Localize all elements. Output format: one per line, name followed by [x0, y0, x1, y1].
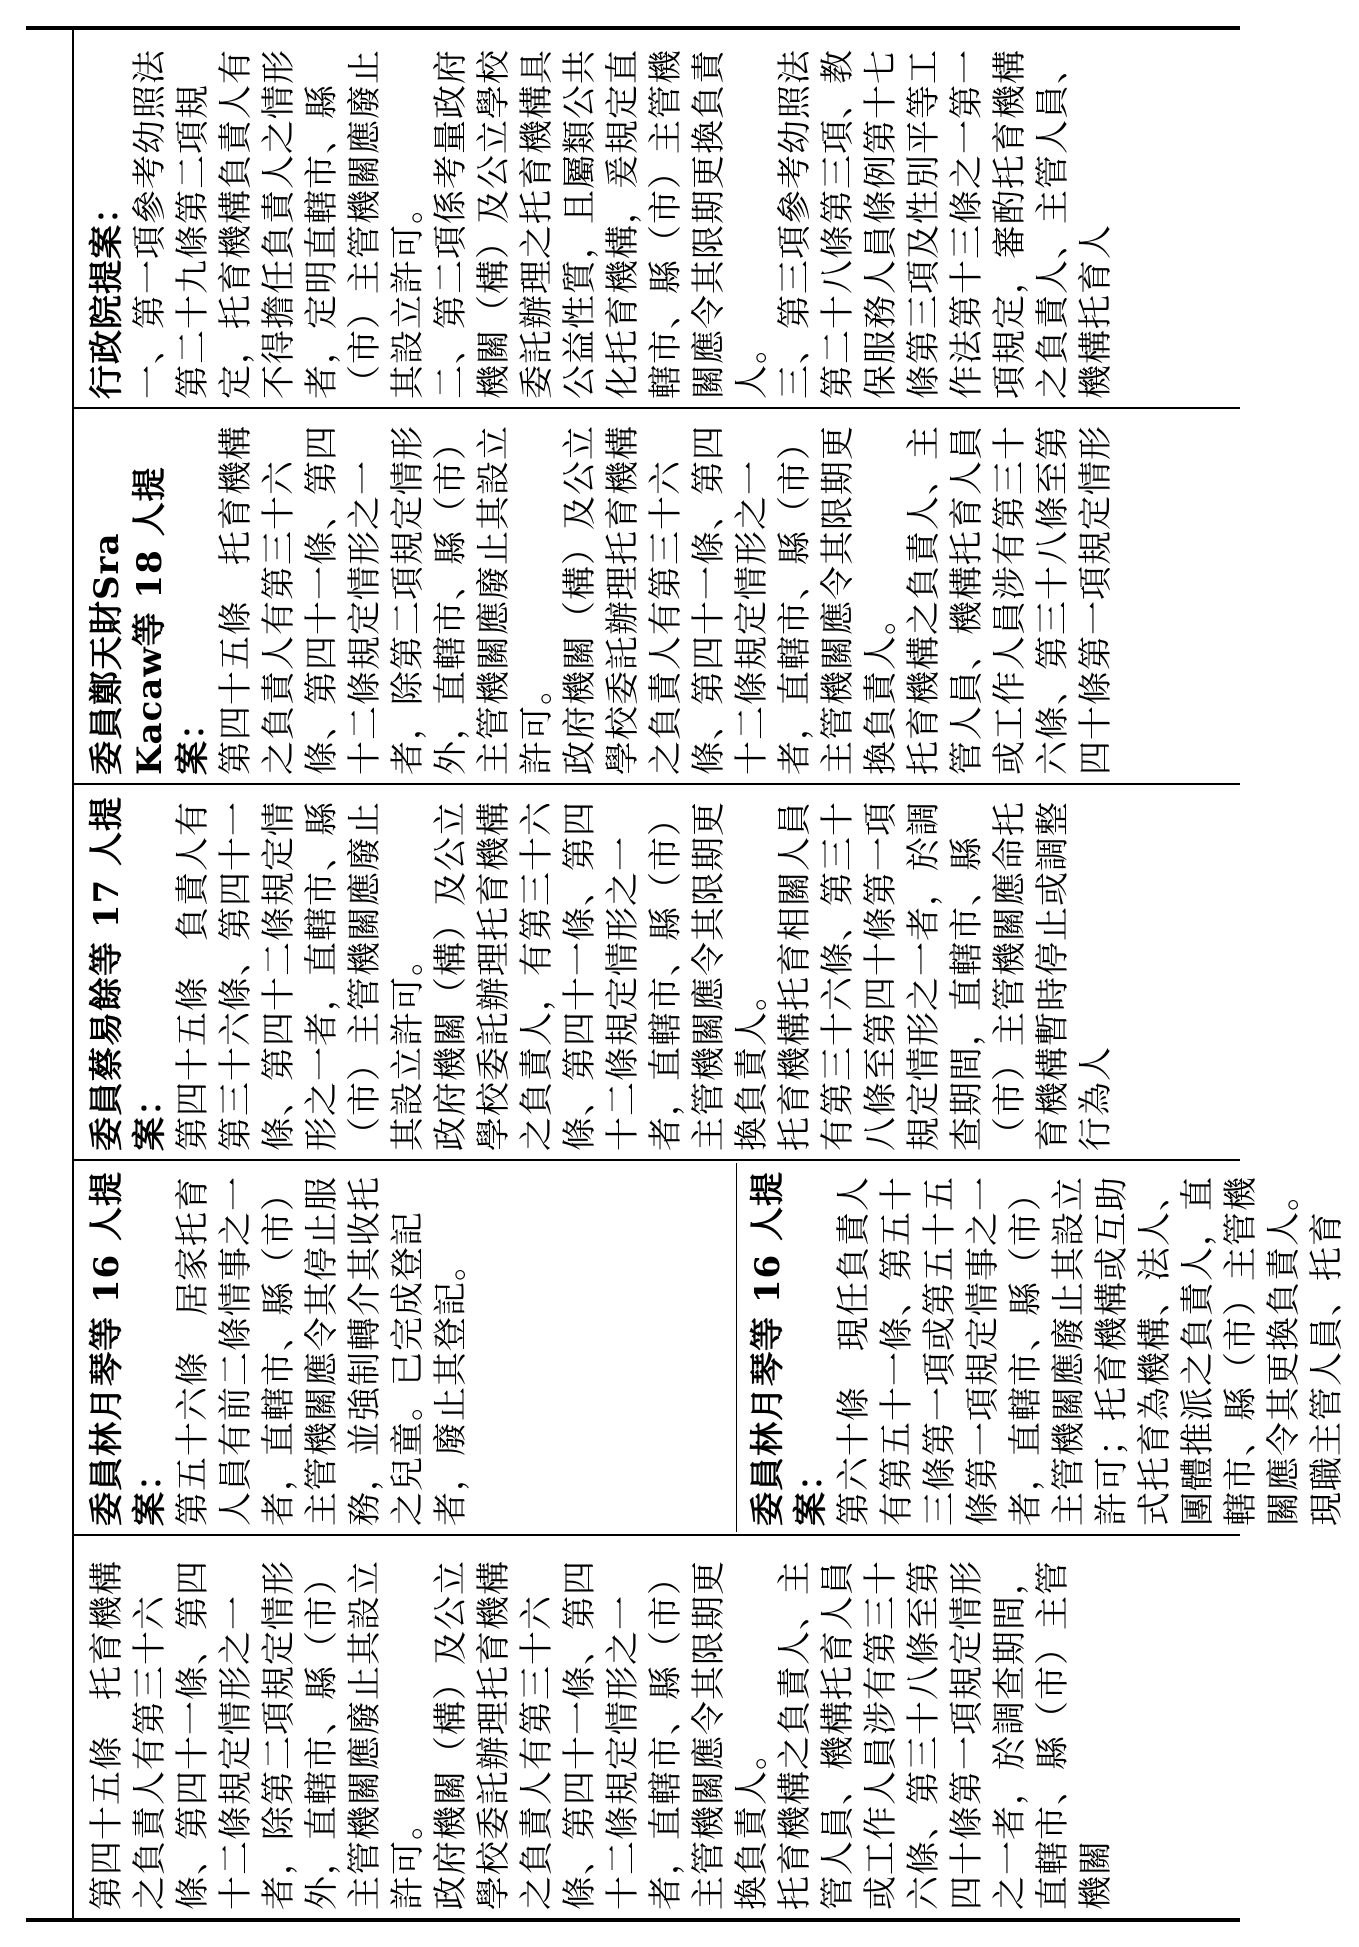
strip-1-rot — [76, 32, 1238, 405]
strip-4-rot — [76, 1163, 1347, 1532]
draft-p3: 托育機構之負責人、主管人員、機構托育人員或工作人員涉有第三十六條、第三十八條至第四十條第一項規定情形之一者，於調查期間，直轄市、縣（市）主管機關 — [775, 1560, 1116, 1910]
zheng-title: 委員鄭天財Sra Kacaw等 18 人提案： — [87, 466, 213, 775]
zheng-p1: 第四十五條 托育機構之負責人有第三十六條、第四十一條、第四十二條規定情形之一者，除第二項規定情形外，直轄市、縣（市）主管機關應廢止其設立許可。 — [216, 425, 557, 775]
strip-5-rot — [76, 1538, 1238, 1916]
bottom-rule — [26, 1918, 1240, 1922]
draft-p1: 第四十五條 托育機構之負責人有第三十六條、第四十一條、第四十二條規定情形之一者，除第二項規定情形外，直轄市、縣（市）主管機關應廢止其設立許可。 — [87, 1560, 428, 1910]
cai-p3: 托育機構托育相關人員有第三十六條、第三十八條至第四十條第一項規定情形之一者，於調查期間，直轄市、縣（市）主管機關應命托育機構暫時停止或調整行為人 — [775, 801, 1116, 1151]
lin-b-p2: 現職主管人員、托育 — [1307, 1211, 1347, 1526]
lin-b-p1: 第六十條 現任負責人有第五十一條、第五十三條第一項或第五十五條第一項規定情事之一者，直轄市、縣（市）主管機關應廢止其設立許可；托育機構或互助式托育為機構、法人、團體推派之負責人，直轄市、縣（市）主管機關應令其更換負責人。 — [834, 1176, 1304, 1526]
strip-2 — [76, 411, 1238, 781]
strip-3-rot — [76, 787, 1238, 1157]
lin-a-section — [76, 1163, 736, 1532]
executive-p1: 一、第一項參考幼照法第二十九條第二項規定，托育機構負責人有不得擔任負責人之情形者，定明直轄市、縣（市）主管機關應廢止其設立許可。 — [130, 49, 428, 399]
executive-title: 行政院提案： — [87, 189, 127, 399]
draft-p2: 政府機關（構）及公立學校委託辦理托育機構之負責人有第三十六條、第四十一條、第四十二條規定情形之一者，直轄市、縣（市）主管機關應令其限期更換負責人。 — [431, 1560, 772, 1910]
zheng-p2: 政府機關（構）及公立學校委託辦理托育機構之負責人有第三十六條、第四十一條、第四十二條規定情形之一者，直轄市、縣（市）主管機關應令其限期更換負責人。 — [560, 425, 901, 775]
strip-1 — [76, 32, 1238, 405]
cai-p2: 政府機關（構）及公立學校委託辦理托育機構之負責人，有第三十六條、第四十一條、第四十二條規定情形之一者，直轄市、縣（市）主管機關應令其限期更換負責人。 — [431, 801, 772, 1151]
lin-a-p1: 第五十六條 居家托育人員有前二條情事之一者，直轄市、縣（市）主管機關應令其停止服務，並強制轉介其收托之兒童。已完成登記者，廢止其登記。 — [173, 1176, 471, 1526]
strip-4 — [76, 1163, 1347, 1532]
strip-2-rot — [76, 411, 1238, 781]
executive-p2: 二、第二項係考量政府機關（構）及公立學校委託辦理之托育機構具公益性質，且屬類公共化托育機構，爰規定直轄市、縣（市）主管機關應令其限期更換負責人。 — [431, 49, 772, 399]
executive-p3: 三、第三項參考幼照法第二十八條第三項、教保服務人員條例第十七條第三項及性別平等工作法第十三條之一第一項規定，審酌托育機構之負責人、主管人員、機構托育人 — [775, 49, 1116, 399]
lin-b-title: 委員林月琴等 16 人提案： — [748, 1171, 831, 1526]
cai-p1: 第四十五條 負責人有第三十六條、第四十一條、第四十二條規定情形之一者，直轄市、縣（市）主管機關應廢止其設立許可。 — [173, 801, 428, 1151]
zheng-p3: 托育機構之負責人、主管人員、機構托育人員或工作人員涉有第三十六條、第三十八條至第四十條第一項規定情形 — [904, 425, 1116, 775]
strip-5 — [76, 1538, 1238, 1916]
cai-title: 委員蔡易餘等 17 人提案： — [87, 796, 170, 1151]
strip-3 — [76, 787, 1238, 1157]
lin-a-title: 委員林月琴等 16 人提案： — [87, 1171, 170, 1526]
lin-b-section — [737, 1163, 1359, 1532]
